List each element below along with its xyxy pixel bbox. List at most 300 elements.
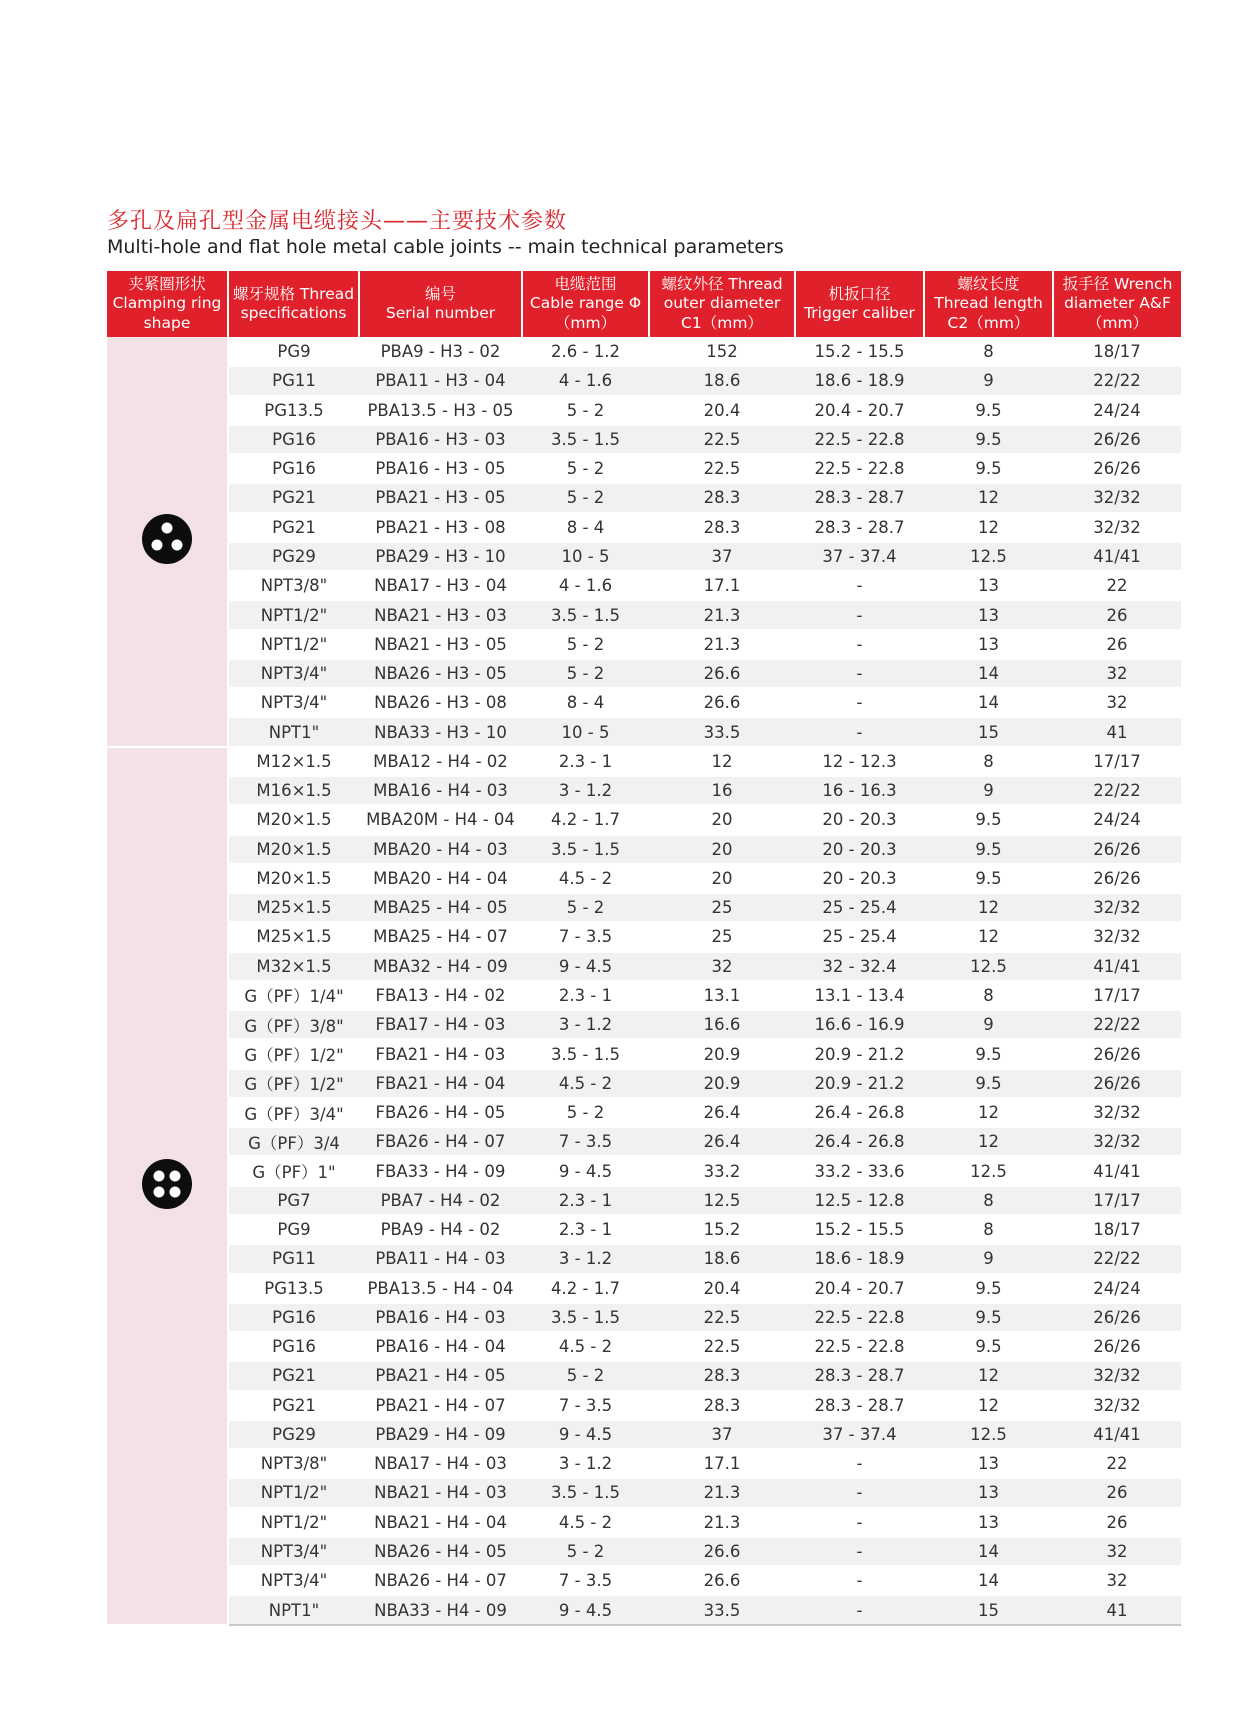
cell-wrench-diameter: 17/17 bbox=[1053, 1186, 1181, 1215]
cell-outer-diameter: 33.5 bbox=[649, 1595, 795, 1624]
cell-serial-number: PBA13.5 - H4 - 04 bbox=[359, 1274, 522, 1303]
cell-thread-spec: M25×1.5 bbox=[228, 922, 359, 951]
cell-wrench-diameter: 24/24 bbox=[1053, 396, 1181, 425]
cell-thread-spec: PG21 bbox=[228, 1361, 359, 1390]
table-row bbox=[107, 1010, 1181, 1039]
cell-thread-spec: NPT3/8" bbox=[228, 571, 359, 600]
table-row bbox=[107, 1537, 1181, 1566]
cell-trigger-caliber: 18.6 - 18.9 bbox=[795, 366, 924, 395]
table-row bbox=[107, 1303, 1181, 1332]
cell-trigger-caliber: 18.6 - 18.9 bbox=[795, 1244, 924, 1273]
cell-trigger-caliber: 26.4 - 26.8 bbox=[795, 1098, 924, 1127]
cell-outer-diameter: 28.3 bbox=[649, 513, 795, 542]
cell-trigger-caliber: 13.1 - 13.4 bbox=[795, 981, 924, 1010]
cell-wrench-diameter: 32/32 bbox=[1053, 1361, 1181, 1390]
cell-thread-spec: NPT1/2" bbox=[228, 630, 359, 659]
cell-cable-range: 5 - 2 bbox=[522, 396, 649, 425]
cell-outer-diameter: 21.3 bbox=[649, 630, 795, 659]
table-row bbox=[107, 454, 1181, 483]
cell-outer-diameter: 12 bbox=[649, 747, 795, 776]
cell-thread-length: 9 bbox=[924, 366, 1053, 395]
header-zh: 机扳口径 bbox=[828, 284, 891, 303]
cell-outer-diameter: 20.9 bbox=[649, 1069, 795, 1098]
table-row bbox=[107, 893, 1181, 922]
cell-thread-length: 8 bbox=[924, 981, 1053, 1010]
cell-wrench-diameter: 41 bbox=[1053, 717, 1181, 746]
table-row bbox=[107, 542, 1181, 571]
cell-cable-range: 7 - 3.5 bbox=[522, 1127, 649, 1156]
cell-cable-range: 3.5 - 1.5 bbox=[522, 835, 649, 864]
cell-thread-length: 14 bbox=[924, 1537, 1053, 1566]
cell-cable-range: 10 - 5 bbox=[522, 542, 649, 571]
cell-thread-length: 8 bbox=[924, 337, 1053, 366]
cell-serial-number: NBA33 - H4 - 09 bbox=[359, 1595, 522, 1624]
table-row bbox=[107, 1215, 1181, 1244]
cell-outer-diameter: 25 bbox=[649, 893, 795, 922]
cell-outer-diameter: 26.4 bbox=[649, 1127, 795, 1156]
cell-thread-length: 14 bbox=[924, 659, 1053, 688]
cell-cable-range: 4.2 - 1.7 bbox=[522, 805, 649, 834]
cell-serial-number: PBA16 - H3 - 05 bbox=[359, 454, 522, 483]
cell-cable-range: 5 - 2 bbox=[522, 659, 649, 688]
cell-wrench-diameter: 32/32 bbox=[1053, 922, 1181, 951]
header-clamping-ring-shape bbox=[107, 271, 228, 337]
table-row bbox=[107, 952, 1181, 981]
cell-wrench-diameter: 26 bbox=[1053, 630, 1181, 659]
table-row bbox=[107, 1127, 1181, 1156]
cell-serial-number: NBA26 - H3 - 08 bbox=[359, 688, 522, 717]
cell-cable-range: 7 - 3.5 bbox=[522, 922, 649, 951]
cell-wrench-diameter: 26 bbox=[1053, 600, 1181, 629]
cell-thread-spec: PG11 bbox=[228, 1244, 359, 1273]
cell-cable-range: 3.5 - 1.5 bbox=[522, 425, 649, 454]
cell-wrench-diameter: 24/24 bbox=[1053, 1274, 1181, 1303]
cell-cable-range: 5 - 2 bbox=[522, 1098, 649, 1127]
cell-trigger-caliber: - bbox=[795, 1478, 924, 1507]
cell-outer-diameter: 20 bbox=[649, 864, 795, 893]
header-thread-length bbox=[924, 271, 1053, 337]
cell-trigger-caliber: 20.9 - 21.2 bbox=[795, 1039, 924, 1068]
cell-cable-range: 4.5 - 2 bbox=[522, 1069, 649, 1098]
header-zh: 电缆范围 bbox=[554, 274, 617, 293]
header-thread-spec bbox=[228, 271, 359, 337]
cell-thread-spec: G（PF）1/2" bbox=[228, 1069, 359, 1098]
cell-outer-diameter: 33.2 bbox=[649, 1156, 795, 1185]
cell-thread-length: 12 bbox=[924, 922, 1053, 951]
cell-trigger-caliber: 26.4 - 26.8 bbox=[795, 1127, 924, 1156]
cell-trigger-caliber: - bbox=[795, 688, 924, 717]
cell-outer-diameter: 22.5 bbox=[649, 454, 795, 483]
cell-trigger-caliber: - bbox=[795, 1537, 924, 1566]
table-row bbox=[107, 483, 1181, 512]
cell-cable-range: 3.5 - 1.5 bbox=[522, 1039, 649, 1068]
cell-wrench-diameter: 26 bbox=[1053, 1508, 1181, 1537]
cell-cable-range: 2.3 - 1 bbox=[522, 981, 649, 1010]
cell-cable-range: 2.3 - 1 bbox=[522, 747, 649, 776]
cell-cable-range: 9 - 4.5 bbox=[522, 1156, 649, 1185]
spec-table bbox=[107, 271, 1181, 1626]
cell-trigger-caliber: - bbox=[795, 630, 924, 659]
cell-cable-range: 4.5 - 2 bbox=[522, 864, 649, 893]
cell-cable-range: 5 - 2 bbox=[522, 1361, 649, 1390]
cell-cable-range: 3 - 1.2 bbox=[522, 1244, 649, 1273]
cell-thread-spec: NPT1/2" bbox=[228, 1478, 359, 1507]
cell-thread-length: 9.5 bbox=[924, 805, 1053, 834]
cell-thread-length: 13 bbox=[924, 1478, 1053, 1507]
cell-thread-length: 14 bbox=[924, 1566, 1053, 1595]
cell-thread-length: 9 bbox=[924, 776, 1053, 805]
cell-trigger-caliber: 32 - 32.4 bbox=[795, 952, 924, 981]
cell-thread-length: 9.5 bbox=[924, 1303, 1053, 1332]
cell-outer-diameter: 13.1 bbox=[649, 981, 795, 1010]
cell-outer-diameter: 26.6 bbox=[649, 1566, 795, 1595]
cell-wrench-diameter: 22 bbox=[1053, 571, 1181, 600]
cell-thread-length: 14 bbox=[924, 688, 1053, 717]
cell-wrench-diameter: 32/32 bbox=[1053, 893, 1181, 922]
cell-outer-diameter: 22.5 bbox=[649, 1303, 795, 1332]
cell-thread-length: 12 bbox=[924, 1098, 1053, 1127]
table-row bbox=[107, 396, 1181, 425]
cell-cable-range: 4 - 1.6 bbox=[522, 571, 649, 600]
cell-cable-range: 7 - 3.5 bbox=[522, 1391, 649, 1420]
cell-serial-number: FBA13 - H4 - 02 bbox=[359, 981, 522, 1010]
cell-wrench-diameter: 32/32 bbox=[1053, 513, 1181, 542]
table-row bbox=[107, 1391, 1181, 1420]
cell-thread-spec: PG9 bbox=[228, 1215, 359, 1244]
cell-serial-number: PBA21 - H4 - 05 bbox=[359, 1361, 522, 1390]
cell-outer-diameter: 28.3 bbox=[649, 1391, 795, 1420]
cell-trigger-caliber: 16 - 16.3 bbox=[795, 776, 924, 805]
cell-thread-spec: G（PF）1/4" bbox=[228, 981, 359, 1010]
table-row bbox=[107, 1098, 1181, 1127]
cell-thread-spec: PG13.5 bbox=[228, 1274, 359, 1303]
cell-serial-number: PBA29 - H3 - 10 bbox=[359, 542, 522, 571]
cell-cable-range: 5 - 2 bbox=[522, 1537, 649, 1566]
cell-thread-length: 9.5 bbox=[924, 425, 1053, 454]
cell-serial-number: MBA20 - H4 - 03 bbox=[359, 835, 522, 864]
cell-outer-diameter: 22.5 bbox=[649, 1332, 795, 1361]
header-en: Thread length C2（mm） bbox=[934, 294, 1043, 332]
cell-cable-range: 7 - 3.5 bbox=[522, 1566, 649, 1595]
cell-serial-number: NBA33 - H3 - 10 bbox=[359, 717, 522, 746]
cell-outer-diameter: 37 bbox=[649, 542, 795, 571]
spec-table-header bbox=[107, 271, 1181, 337]
cell-thread-length: 15 bbox=[924, 1595, 1053, 1624]
cell-outer-diameter: 21.3 bbox=[649, 1508, 795, 1537]
cell-serial-number: PBA21 - H3 - 08 bbox=[359, 513, 522, 542]
cell-trigger-caliber: 12 - 12.3 bbox=[795, 747, 924, 776]
cell-trigger-caliber: 22.5 - 22.8 bbox=[795, 1303, 924, 1332]
header-wrench-diameter bbox=[1053, 271, 1181, 337]
cell-wrench-diameter: 26/26 bbox=[1053, 1069, 1181, 1098]
cell-thread-length: 9 bbox=[924, 1010, 1053, 1039]
cell-outer-diameter: 28.3 bbox=[649, 1361, 795, 1390]
cell-serial-number: PBA16 - H4 - 04 bbox=[359, 1332, 522, 1361]
cell-trigger-caliber: 20 - 20.3 bbox=[795, 864, 924, 893]
cell-wrench-diameter: 41/41 bbox=[1053, 542, 1181, 571]
cell-serial-number: PBA16 - H4 - 03 bbox=[359, 1303, 522, 1332]
header-en: Clamping ring shape bbox=[112, 294, 222, 332]
cell-cable-range: 9 - 4.5 bbox=[522, 952, 649, 981]
cell-trigger-caliber: 20.9 - 21.2 bbox=[795, 1069, 924, 1098]
table-row bbox=[107, 571, 1181, 600]
table-row bbox=[107, 1595, 1181, 1624]
cell-outer-diameter: 21.3 bbox=[649, 1478, 795, 1507]
cell-thread-spec: M12×1.5 bbox=[228, 747, 359, 776]
cell-wrench-diameter: 22/22 bbox=[1053, 366, 1181, 395]
cell-thread-spec: PG29 bbox=[228, 1420, 359, 1449]
table-row bbox=[107, 835, 1181, 864]
cell-wrench-diameter: 26/26 bbox=[1053, 1039, 1181, 1068]
cell-trigger-caliber: 28.3 - 28.7 bbox=[795, 483, 924, 512]
cell-outer-diameter: 20.4 bbox=[649, 396, 795, 425]
cell-cable-range: 2.3 - 1 bbox=[522, 1186, 649, 1215]
cell-trigger-caliber: 16.6 - 16.9 bbox=[795, 1010, 924, 1039]
cell-thread-spec: M20×1.5 bbox=[228, 805, 359, 834]
cell-wrench-diameter: 26/26 bbox=[1053, 425, 1181, 454]
cell-trigger-caliber: - bbox=[795, 1566, 924, 1595]
cell-serial-number: MBA20 - H4 - 04 bbox=[359, 864, 522, 893]
cell-thread-length: 15 bbox=[924, 717, 1053, 746]
page-title-en: Multi-hole and flat hole metal cable joints -- main technical parameters bbox=[107, 236, 784, 258]
cell-cable-range: 5 - 2 bbox=[522, 893, 649, 922]
cell-thread-length: 12 bbox=[924, 1127, 1053, 1156]
cell-thread-length: 12.5 bbox=[924, 952, 1053, 981]
cell-thread-length: 9.5 bbox=[924, 454, 1053, 483]
cell-serial-number: NBA26 - H3 - 05 bbox=[359, 659, 522, 688]
cell-serial-number: NBA21 - H4 - 04 bbox=[359, 1508, 522, 1537]
table-row bbox=[107, 1186, 1181, 1215]
cell-wrench-diameter: 32 bbox=[1053, 1566, 1181, 1595]
cell-serial-number: MBA32 - H4 - 09 bbox=[359, 952, 522, 981]
cell-thread-spec: G（PF）3/4" bbox=[228, 1098, 359, 1127]
header-en: Trigger caliber bbox=[804, 304, 915, 322]
cell-cable-range: 4.5 - 2 bbox=[522, 1508, 649, 1537]
cell-serial-number: PBA13.5 - H3 - 05 bbox=[359, 396, 522, 425]
table-row bbox=[107, 1420, 1181, 1449]
cell-outer-diameter: 17.1 bbox=[649, 571, 795, 600]
cell-thread-spec: NPT3/4" bbox=[228, 688, 359, 717]
cell-trigger-caliber: - bbox=[795, 1595, 924, 1624]
cell-wrench-diameter: 26 bbox=[1053, 1478, 1181, 1507]
cell-wrench-diameter: 32 bbox=[1053, 688, 1181, 717]
cell-trigger-caliber: - bbox=[795, 600, 924, 629]
cell-thread-length: 12 bbox=[924, 893, 1053, 922]
cell-thread-spec: M16×1.5 bbox=[228, 776, 359, 805]
cell-serial-number: NBA26 - H4 - 07 bbox=[359, 1566, 522, 1595]
cell-outer-diameter: 20 bbox=[649, 805, 795, 834]
four-hole-icon bbox=[141, 1158, 193, 1210]
cell-serial-number: MBA20M - H4 - 04 bbox=[359, 805, 522, 834]
cell-serial-number: NBA21 - H3 - 03 bbox=[359, 600, 522, 629]
cell-cable-range: 4.5 - 2 bbox=[522, 1332, 649, 1361]
header-cable-range bbox=[522, 271, 649, 337]
cell-trigger-caliber: 22.5 - 22.8 bbox=[795, 454, 924, 483]
cell-wrench-diameter: 17/17 bbox=[1053, 747, 1181, 776]
cell-outer-diameter: 20.9 bbox=[649, 1039, 795, 1068]
cell-thread-length: 12.5 bbox=[924, 542, 1053, 571]
cell-outer-diameter: 32 bbox=[649, 952, 795, 981]
cell-outer-diameter: 33.5 bbox=[649, 717, 795, 746]
cell-trigger-caliber: 15.2 - 15.5 bbox=[795, 337, 924, 366]
header-thread-outer-diameter bbox=[649, 271, 795, 337]
cell-outer-diameter: 17.1 bbox=[649, 1449, 795, 1478]
cell-serial-number: FBA17 - H4 - 03 bbox=[359, 1010, 522, 1039]
cell-trigger-caliber: 25 - 25.4 bbox=[795, 893, 924, 922]
cell-cable-range: 10 - 5 bbox=[522, 717, 649, 746]
cell-thread-length: 8 bbox=[924, 1215, 1053, 1244]
cell-thread-length: 12.5 bbox=[924, 1156, 1053, 1185]
table-row bbox=[107, 1039, 1181, 1068]
cell-thread-length: 9 bbox=[924, 1244, 1053, 1273]
cell-wrench-diameter: 32/32 bbox=[1053, 1127, 1181, 1156]
cell-serial-number: PBA9 - H4 - 02 bbox=[359, 1215, 522, 1244]
cell-thread-length: 9.5 bbox=[924, 864, 1053, 893]
cell-trigger-caliber: 33.2 - 33.6 bbox=[795, 1156, 924, 1185]
header-zh: 夹紧圈形状 bbox=[128, 274, 206, 293]
table-row bbox=[107, 688, 1181, 717]
cell-wrench-diameter: 24/24 bbox=[1053, 805, 1181, 834]
cell-thread-spec: NPT3/4" bbox=[228, 1566, 359, 1595]
cell-wrench-diameter: 26/26 bbox=[1053, 835, 1181, 864]
cell-thread-spec: NPT1" bbox=[228, 717, 359, 746]
cell-trigger-caliber: 28.3 - 28.7 bbox=[795, 1391, 924, 1420]
cell-thread-length: 13 bbox=[924, 1508, 1053, 1537]
cell-wrench-diameter: 32/32 bbox=[1053, 483, 1181, 512]
cell-thread-length: 12 bbox=[924, 483, 1053, 512]
cell-trigger-caliber: 25 - 25.4 bbox=[795, 922, 924, 951]
cell-serial-number: MBA16 - H4 - 03 bbox=[359, 776, 522, 805]
cell-outer-diameter: 26.6 bbox=[649, 1537, 795, 1566]
table-row bbox=[107, 513, 1181, 542]
cell-thread-spec: PG29 bbox=[228, 542, 359, 571]
cell-serial-number: NBA21 - H4 - 03 bbox=[359, 1478, 522, 1507]
header-zh: 螺纹外径 Thread bbox=[661, 274, 783, 293]
cell-trigger-caliber: 15.2 - 15.5 bbox=[795, 1215, 924, 1244]
table-row bbox=[107, 366, 1181, 395]
cell-thread-length: 12 bbox=[924, 1391, 1053, 1420]
cell-thread-spec: M20×1.5 bbox=[228, 864, 359, 893]
cell-cable-range: 4.2 - 1.7 bbox=[522, 1274, 649, 1303]
cell-thread-length: 8 bbox=[924, 1186, 1053, 1215]
cell-thread-length: 9.5 bbox=[924, 1069, 1053, 1098]
cell-cable-range: 9 - 4.5 bbox=[522, 1595, 649, 1624]
cell-wrench-diameter: 26/26 bbox=[1053, 864, 1181, 893]
cell-wrench-diameter: 32/32 bbox=[1053, 1098, 1181, 1127]
cell-wrench-diameter: 18/17 bbox=[1053, 337, 1181, 366]
cell-outer-diameter: 28.3 bbox=[649, 483, 795, 512]
cell-thread-length: 12 bbox=[924, 1361, 1053, 1390]
cell-thread-length: 13 bbox=[924, 571, 1053, 600]
cell-wrench-diameter: 26/26 bbox=[1053, 1332, 1181, 1361]
cell-wrench-diameter: 41 bbox=[1053, 1595, 1181, 1624]
table-row bbox=[107, 337, 1181, 366]
three-hole-icon bbox=[141, 513, 193, 565]
cell-outer-diameter: 26.6 bbox=[649, 688, 795, 717]
cell-wrench-diameter: 22/22 bbox=[1053, 1244, 1181, 1273]
table-row bbox=[107, 1478, 1181, 1507]
table-row bbox=[107, 1449, 1181, 1478]
cell-thread-spec: PG9 bbox=[228, 337, 359, 366]
cell-wrench-diameter: 22/22 bbox=[1053, 776, 1181, 805]
cell-trigger-caliber: 20.4 - 20.7 bbox=[795, 1274, 924, 1303]
cell-serial-number: PBA9 - H3 - 02 bbox=[359, 337, 522, 366]
cell-serial-number: NBA17 - H4 - 03 bbox=[359, 1449, 522, 1478]
cell-wrench-diameter: 32 bbox=[1053, 1537, 1181, 1566]
cell-thread-length: 9.5 bbox=[924, 1274, 1053, 1303]
table-row bbox=[107, 1274, 1181, 1303]
cell-serial-number: PBA29 - H4 - 09 bbox=[359, 1420, 522, 1449]
cell-cable-range: 8 - 4 bbox=[522, 688, 649, 717]
cell-serial-number: FBA33 - H4 - 09 bbox=[359, 1156, 522, 1185]
cell-trigger-caliber: - bbox=[795, 1449, 924, 1478]
table-row bbox=[107, 805, 1181, 834]
cell-wrench-diameter: 41/41 bbox=[1053, 952, 1181, 981]
cell-outer-diameter: 22.5 bbox=[649, 425, 795, 454]
cell-thread-length: 9.5 bbox=[924, 1332, 1053, 1361]
table-row bbox=[107, 1566, 1181, 1595]
cell-thread-spec: PG21 bbox=[228, 1391, 359, 1420]
cell-wrench-diameter: 26/26 bbox=[1053, 1303, 1181, 1332]
cell-thread-spec: G（PF）1/2" bbox=[228, 1039, 359, 1068]
cell-thread-spec: G（PF）3/4 bbox=[228, 1127, 359, 1156]
clamping-ring-shape-cell bbox=[107, 747, 228, 1625]
header-zh: 螺牙规格 Thread bbox=[232, 284, 355, 303]
cell-serial-number: PBA16 - H3 - 03 bbox=[359, 425, 522, 454]
cell-thread-spec: PG16 bbox=[228, 425, 359, 454]
cell-thread-length: 12.5 bbox=[924, 1420, 1053, 1449]
cell-thread-length: 9.5 bbox=[924, 835, 1053, 864]
table-row bbox=[107, 1244, 1181, 1273]
table-row bbox=[107, 1361, 1181, 1390]
cell-outer-diameter: 25 bbox=[649, 922, 795, 951]
cell-trigger-caliber: 22.5 - 22.8 bbox=[795, 1332, 924, 1361]
table-row bbox=[107, 922, 1181, 951]
cell-outer-diameter: 20.4 bbox=[649, 1274, 795, 1303]
cell-cable-range: 8 - 4 bbox=[522, 513, 649, 542]
cell-cable-range: 3.5 - 1.5 bbox=[522, 1478, 649, 1507]
cell-thread-spec: PG21 bbox=[228, 513, 359, 542]
cell-wrench-diameter: 18/17 bbox=[1053, 1215, 1181, 1244]
cell-thread-spec: NPT3/4" bbox=[228, 659, 359, 688]
cell-cable-range: 5 - 2 bbox=[522, 454, 649, 483]
table-row bbox=[107, 747, 1181, 776]
cell-trigger-caliber: 20 - 20.3 bbox=[795, 835, 924, 864]
cell-thread-spec: G（PF）3/8" bbox=[228, 1010, 359, 1039]
cell-thread-spec: PG13.5 bbox=[228, 396, 359, 425]
header-en: diameter A&F（mm） bbox=[1064, 294, 1171, 332]
cell-wrench-diameter: 32/32 bbox=[1053, 1391, 1181, 1420]
cell-cable-range: 4 - 1.6 bbox=[522, 366, 649, 395]
cell-serial-number: PBA11 - H3 - 04 bbox=[359, 366, 522, 395]
table-row bbox=[107, 425, 1181, 454]
cell-thread-spec: NPT1/2" bbox=[228, 600, 359, 629]
cell-cable-range: 3 - 1.2 bbox=[522, 776, 649, 805]
cell-cable-range: 3.5 - 1.5 bbox=[522, 1303, 649, 1332]
table-row bbox=[107, 981, 1181, 1010]
cell-wrench-diameter: 41/41 bbox=[1053, 1156, 1181, 1185]
cell-thread-spec: PG16 bbox=[228, 1303, 359, 1332]
cell-cable-range: 3 - 1.2 bbox=[522, 1449, 649, 1478]
cell-thread-length: 8 bbox=[924, 747, 1053, 776]
cell-serial-number: FBA21 - H4 - 03 bbox=[359, 1039, 522, 1068]
cell-trigger-caliber: 37 - 37.4 bbox=[795, 1420, 924, 1449]
cell-thread-length: 13 bbox=[924, 630, 1053, 659]
cell-outer-diameter: 152 bbox=[649, 337, 795, 366]
cell-trigger-caliber: - bbox=[795, 717, 924, 746]
cell-serial-number: FBA26 - H4 - 05 bbox=[359, 1098, 522, 1127]
cell-thread-spec: G（PF）1" bbox=[228, 1156, 359, 1185]
